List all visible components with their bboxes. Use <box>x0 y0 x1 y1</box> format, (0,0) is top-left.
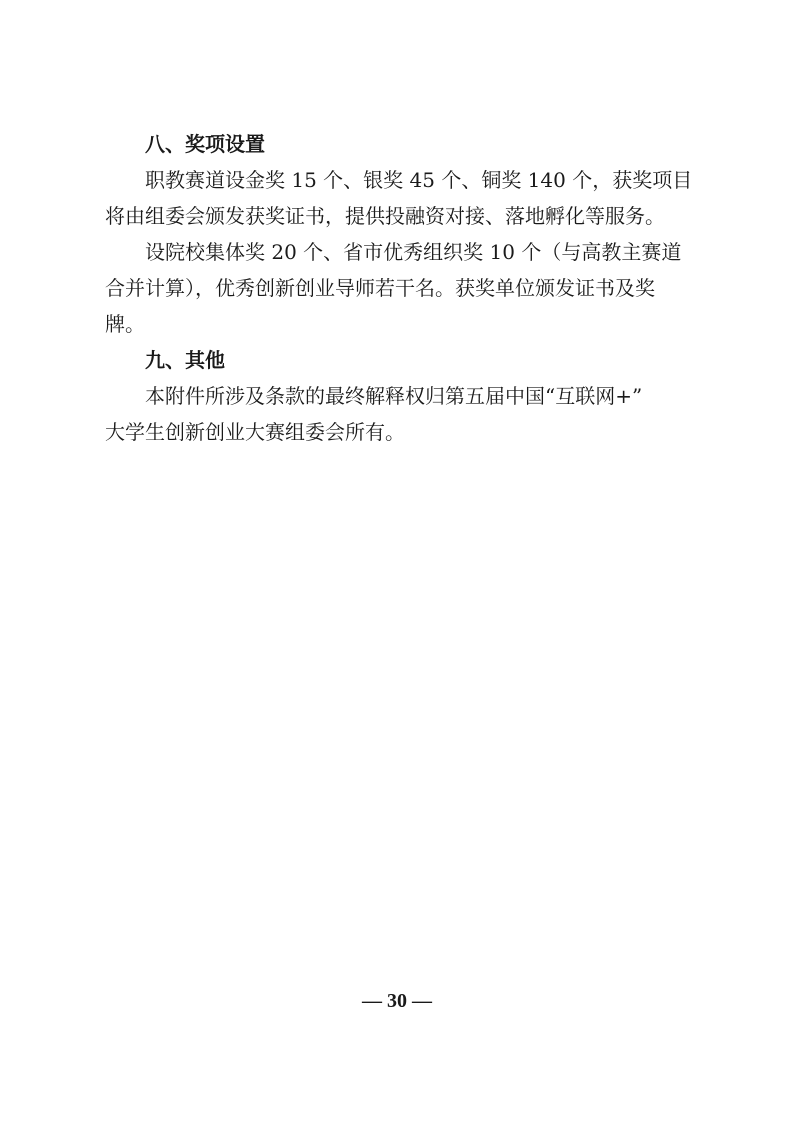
section-awards <box>105 126 695 342</box>
page-number: — 30 — <box>362 990 432 1012</box>
text-line: 职教赛道设金奖 15 个、银奖 45 个、铜奖 140 个，获奖项目 <box>145 168 693 192</box>
paragraph-award-quotas <box>105 162 695 234</box>
paragraph-collective-awards <box>105 234 695 342</box>
text-line: 牌。 <box>105 312 145 336</box>
document-body <box>105 126 695 450</box>
text-line: 合并计算），优秀创新创业导师若干名。获奖单位颁发证书及奖 <box>105 276 655 300</box>
text-line: 设院校集体奖 20 个、省市优秀组织奖 10 个（与高教主赛道 <box>145 240 682 264</box>
text-line: 大学生创新创业大赛组委会所有。 <box>105 420 405 444</box>
text-line: 本附件所涉及条款的最终解释权归第五届中国“互联网+” <box>145 384 643 408</box>
text-line: 将由组委会颁发获奖证书，提供投融资对接、落地孵化等服务。 <box>105 204 665 228</box>
section-heading-other: 九、其他 <box>145 348 225 372</box>
paragraph-interpretation-rights <box>105 378 695 450</box>
section-other <box>105 342 695 450</box>
section-heading-awards: 八、奖项设置 <box>145 132 265 156</box>
